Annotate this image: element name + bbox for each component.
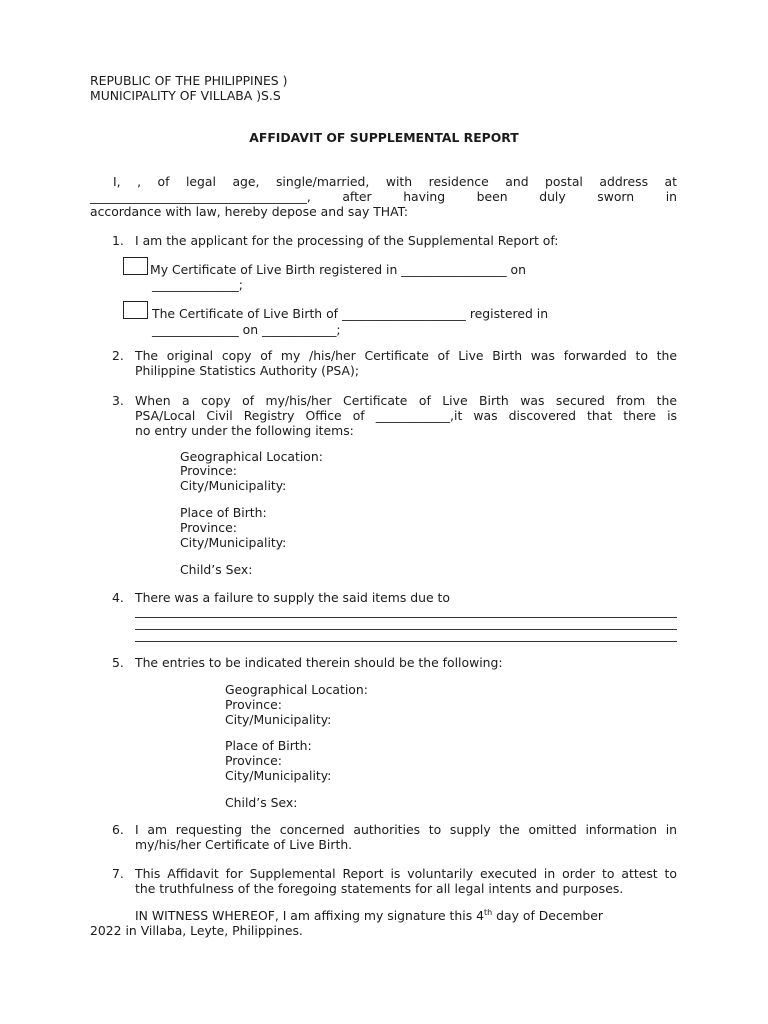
item-3-line-2: PSA/Local Civil Registry Office of ____________,it was discovered that there is [135, 408, 677, 423]
list5-province: Province: [225, 697, 282, 712]
list3-city-municipality-2: City/Municipality: [180, 535, 287, 550]
blank-line-3[interactable] [135, 641, 677, 642]
header-republic: REPUBLIC OF THE PHILIPPINES ) [90, 73, 288, 88]
witness-month: day of December [492, 908, 604, 924]
list5-childs-sex: Child’s Sex: [225, 795, 298, 810]
item-7-number: 7. [112, 866, 124, 881]
item-4-number: 4. [112, 590, 124, 605]
item-1-text: I am the applicant for the processing of the Supplemental Report of: [135, 233, 559, 248]
item-2-text [135, 348, 677, 378]
option-2-line-2: ______________ on ____________; [152, 322, 341, 337]
option-1-line-2: ______________; [152, 277, 243, 292]
item-2-number: 2. [112, 348, 124, 363]
checkbox-own-certificate[interactable] [123, 257, 148, 275]
list5-city-municipality: City/Municipality: [225, 712, 332, 727]
intro-line-1: I, , of legal age, single/married, with residence and postal address at [113, 174, 677, 189]
blank-line-2[interactable] [135, 629, 677, 630]
list5-geographical-location: Geographical Location: [225, 682, 368, 697]
option-1-line-1: My Certificate of Live Birth registered in _________________ on [150, 262, 526, 277]
option-2-line-1: The Certificate of Live Birth of ____________________ registered in [152, 306, 549, 321]
list3-geographical-location: Geographical Location: [180, 449, 323, 464]
item-2-line-1: The original copy of my /his/her Certificate of Live Birth was forwarded to the [135, 348, 677, 363]
list5-province-2: Province: [225, 753, 282, 768]
witness-line-2: 2022 in Villaba, Leyte, Philippines. [90, 923, 303, 938]
witness-text: IN WITNESS WHEREOF, I am affixing my signature this 4 [135, 908, 484, 924]
item-3-number: 3. [112, 393, 124, 408]
item-3-text [135, 393, 677, 438]
list5-city-municipality-2: City/Municipality: [225, 768, 332, 783]
witness-line-1 [135, 908, 603, 923]
header-municipality: MUNICIPALITY OF VILLABA )S.S [90, 88, 281, 103]
item-3-line-1: When a copy of my/his/her Certificate of Live Birth was secured from the [135, 393, 677, 408]
list3-province-2: Province: [180, 520, 237, 535]
item-3-line-3: no entry under the following items: [135, 423, 354, 438]
intro-line-2: ___________________________________, after having been duly sworn in [90, 189, 677, 204]
list3-place-of-birth: Place of Birth: [180, 505, 267, 520]
intro-line-3: accordance with law, hereby depose and say THAT: [90, 204, 408, 219]
list5-place-of-birth: Place of Birth: [225, 738, 312, 753]
checkbox-other-certificate[interactable] [123, 301, 148, 319]
item-5-number: 5. [112, 655, 124, 670]
item-7-text [135, 866, 677, 896]
item-6-line-2: my/his/her Certificate of Live Birth. [135, 837, 353, 852]
list3-province: Province: [180, 463, 237, 478]
item-6-text [135, 822, 677, 852]
item-7-line-1: This Affidavit for Supplemental Report is voluntarily executed in order to attest to [135, 866, 677, 881]
item-6-line-1: I am requesting the concerned authorities to supply the omitted information in [135, 822, 677, 837]
witness-ordinal-suffix: th [483, 908, 493, 917]
item-6-number: 6. [112, 822, 124, 837]
list3-city-municipality: City/Municipality: [180, 478, 287, 493]
item-1-number: 1. [112, 233, 124, 248]
item-2-line-2: Philippine Statistics Authority (PSA); [135, 363, 359, 378]
item-5-text: The entries to be indicated therein should be the following: [135, 655, 503, 670]
blank-line-1[interactable] [135, 617, 677, 618]
item-4-text: There was a failure to supply the said items due to [135, 590, 450, 605]
list3-childs-sex: Child’s Sex: [180, 562, 253, 577]
intro-paragraph [90, 174, 677, 219]
document-title: AFFIDAVIT OF SUPPLEMENTAL REPORT [249, 130, 519, 145]
item-7-line-2: the truthfulness of the foregoing statements for all legal intents and purposes. [135, 881, 624, 896]
